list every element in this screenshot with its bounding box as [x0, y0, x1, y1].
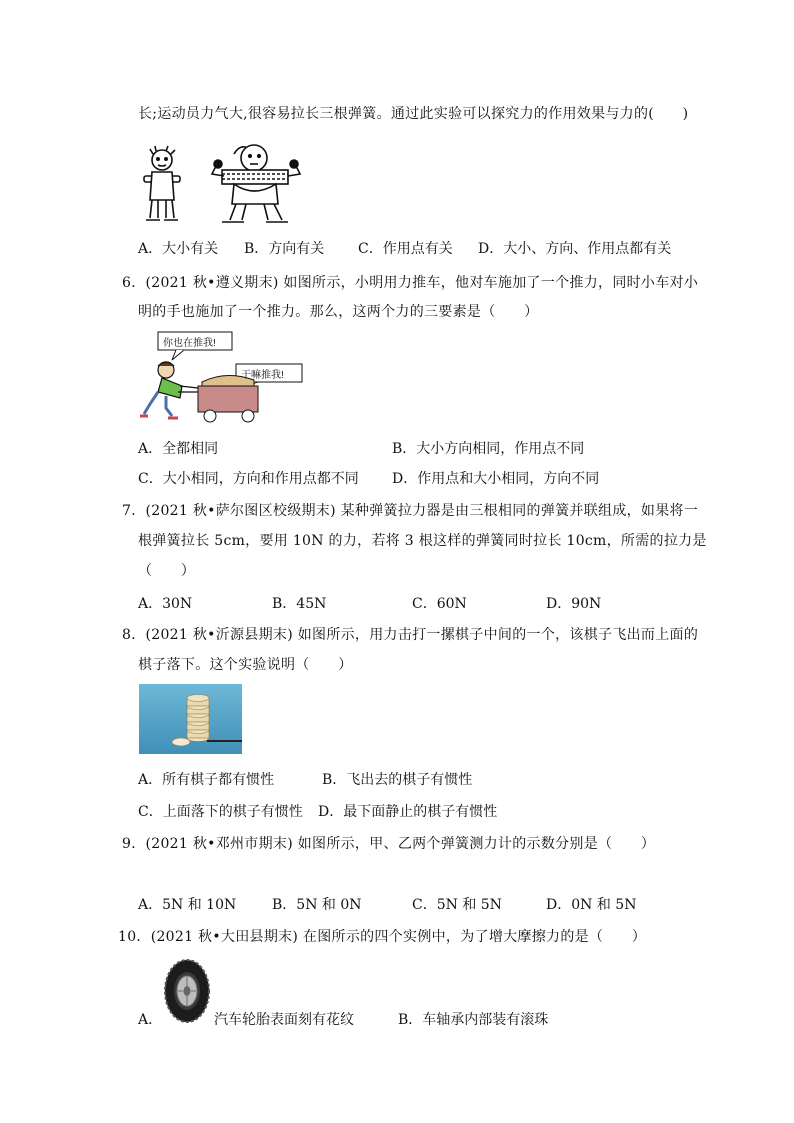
q8-option-b: B．飞出去的棋子有惯性: [322, 772, 473, 788]
q7-option-a: A．30N: [138, 596, 193, 612]
q5-strongman-figure: [136, 140, 306, 226]
q5-option-b: B．方向有关: [244, 241, 325, 257]
q8-option-a: A．所有棋子都有惯性: [138, 772, 275, 788]
q10-option-b: B．车轴承内部装有滚珠: [398, 1012, 549, 1028]
q5-stem-line: 长;运动员力气大,很容易拉长三根弹簧。通过此实验可以探究力的作用效果与力的( ): [138, 106, 689, 122]
q5-man-illustration: [212, 145, 300, 222]
q7-option-b: B．45N: [272, 596, 327, 612]
q7-stem-line-1: 7．(2021 秋•萨尔图区校级期末) 某种弹簧拉力器是由三根相同的弹簧并联组成，如果将一: [122, 503, 699, 519]
q6-bubble-cart-text: 干嘛推我!: [241, 370, 284, 381]
q6-option-c: C．大小相同，方向和作用点都不同: [138, 471, 359, 487]
q7-option-c: C．60N: [412, 596, 467, 612]
q5-kid-illustration: [144, 146, 180, 220]
q10-tire-image: [162, 958, 212, 1024]
q9-option-c: C．5N 和 5N: [412, 897, 502, 913]
q9-option-b: B．5N 和 0N: [272, 897, 362, 913]
q6-stem-line-2: 明的手也施加了一个推力。那么，这两个力的三要素是（ ）: [138, 304, 539, 320]
q8-stem-line-2: 棋子落下。这个实验说明（ ）: [138, 657, 353, 673]
q8-option-d: D．最下面静止的棋子有惯性: [318, 804, 498, 820]
q8-option-c: C．上面落下的棋子有惯性: [138, 804, 303, 820]
q8-chess-pieces-photo: [139, 684, 242, 754]
q6-bubble-person-text: 你也在推我!: [163, 338, 216, 349]
q5-option-a: A．大小有关: [138, 241, 219, 257]
q6-stem-line-1: 6．(2021 秋•遵义期末) 如图所示，小明用力推车，他对车施加了一个推力，同时小车对小: [122, 275, 699, 291]
q7-stem-line-2: 根弹簧拉长 5cm，要用 10N 的力，若将 3 根这样的弹簧同时拉长 10cm，所需的拉力是: [138, 533, 707, 549]
q8-stem-line-1: 8．(2021 秋•沂源县期末) 如图所示，用力击打一摞棋子中间的一个，该棋子飞出而上面的: [122, 627, 699, 643]
q6-cart-illustration: [198, 375, 258, 422]
q10-option-a-letter: A．: [138, 1012, 163, 1028]
q10-stem-line-1: 10．(2021 秋•大田县期末) 在图所示的四个实例中，为了增大摩擦力的是（ ）: [118, 929, 647, 945]
q9-option-d: D．0N 和 5N: [546, 897, 637, 913]
q10-option-a-text: 汽车轮胎表面刻有花纹: [214, 1012, 354, 1028]
q9-stem-line-1: 9．(2021 秋•邓州市期末) 如图所示，甲、乙两个弹簧测力计的示数分别是（ ）: [122, 836, 656, 852]
q7-stem-line-3: （ ）: [138, 563, 196, 579]
q6-option-a: A．全都相同: [138, 441, 219, 457]
q7-option-d: D．90N: [546, 596, 602, 612]
q5-option-c: C．作用点有关: [358, 241, 453, 257]
q5-option-d: D．大小、方向、作用点都有关: [478, 241, 672, 257]
q6-option-d: D．作用点和大小相同，方向不同: [392, 471, 600, 487]
q6-option-b: B．大小方向相同，作用点不同: [392, 441, 585, 457]
q6-boy-illustration: [140, 362, 198, 418]
q9-option-a: A．5N 和 10N: [138, 897, 237, 913]
